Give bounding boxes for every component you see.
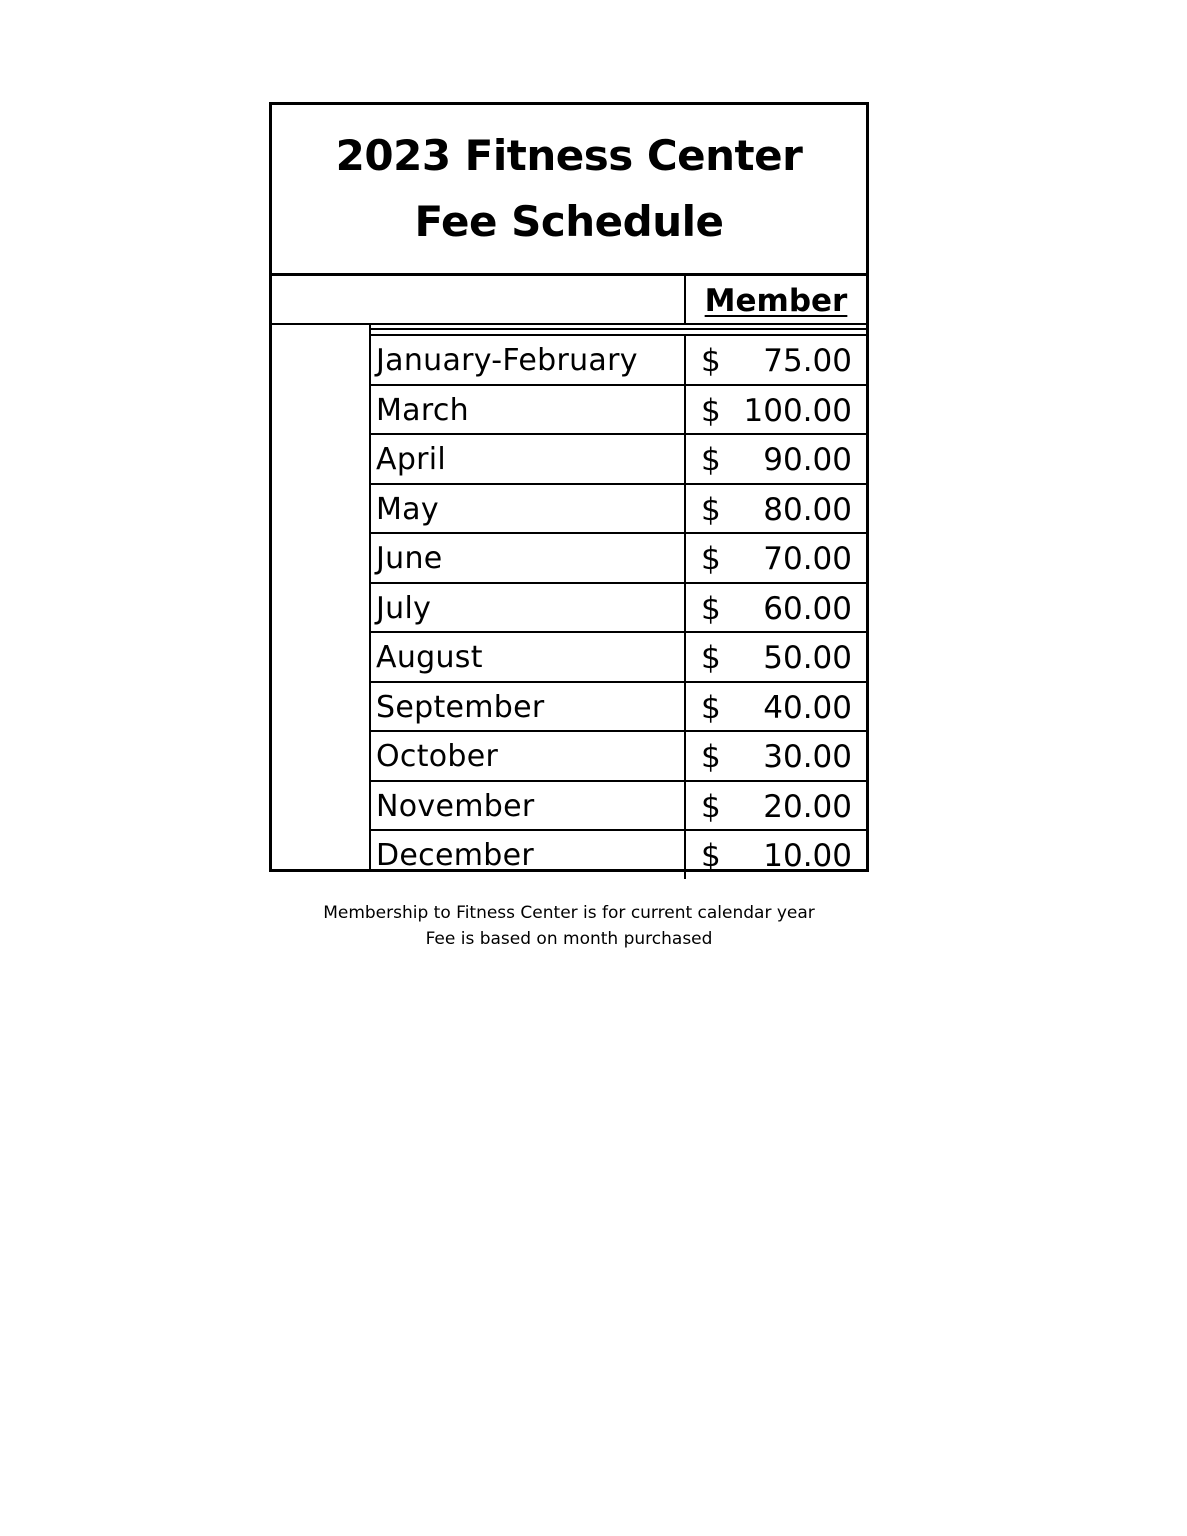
currency-symbol: $	[701, 640, 721, 676]
table-row	[371, 534, 866, 584]
table-row	[371, 782, 866, 832]
table-row	[371, 683, 866, 733]
month-cell: July	[376, 590, 432, 626]
column-divider	[684, 485, 686, 533]
member-column-header: Member	[704, 283, 848, 319]
month-cell: August	[376, 640, 483, 675]
month-cell: December	[376, 838, 534, 873]
month-cell: November	[376, 788, 535, 824]
month-cell: October	[376, 739, 499, 774]
table-row	[371, 633, 866, 683]
column-divider	[684, 584, 686, 632]
table-row	[371, 435, 866, 485]
column-divider	[684, 683, 686, 731]
month-cell: March	[376, 392, 469, 428]
fee-amount: 20.00	[763, 788, 852, 825]
currency-symbol: $	[701, 590, 721, 627]
currency-symbol: $	[701, 788, 721, 825]
column-divider	[684, 386, 686, 434]
fee-amount: 40.00	[763, 689, 852, 726]
currency-symbol: $	[701, 343, 721, 379]
fee-rows	[371, 336, 866, 879]
fee-amount: 75.00	[763, 343, 852, 379]
column-divider	[684, 782, 686, 830]
footnote-fee-basis: Fee is based on month purchased	[425, 929, 713, 949]
table-row	[371, 485, 866, 535]
month-cell: April	[376, 442, 447, 477]
table-row	[371, 732, 866, 782]
fee-amount: 50.00	[763, 640, 852, 676]
month-cell: September	[376, 689, 545, 725]
fee-amount: 90.00	[763, 442, 852, 478]
table-row	[371, 584, 866, 634]
month-cell: May	[376, 491, 439, 527]
currency-symbol: $	[701, 838, 721, 874]
currency-symbol: $	[701, 689, 721, 726]
currency-symbol: $	[701, 541, 721, 577]
fee-schedule-table	[269, 102, 869, 872]
table-row	[371, 386, 866, 436]
currency-symbol: $	[701, 739, 721, 775]
column-divider	[684, 633, 686, 681]
column-divider	[684, 336, 686, 384]
footnotes	[269, 900, 869, 952]
currency-symbol: $	[701, 442, 721, 478]
column-divider	[684, 831, 686, 879]
fee-amount: 80.00	[763, 491, 852, 528]
column-divider	[684, 732, 686, 780]
fee-amount: 70.00	[763, 541, 852, 577]
month-cell: January-February	[376, 343, 638, 378]
table-row	[371, 336, 866, 386]
month-cell: June	[376, 541, 443, 576]
fee-amount: 10.00	[763, 838, 852, 874]
column-divider	[684, 435, 686, 483]
table-header-row	[272, 276, 866, 325]
title-line-1: 2023 Fitness Center	[335, 131, 803, 180]
fee-amount: 30.00	[763, 739, 852, 775]
header-double-rule	[370, 328, 866, 336]
column-divider	[684, 534, 686, 582]
table-row	[371, 831, 866, 879]
currency-symbol: $	[701, 491, 721, 528]
fee-amount: 100.00	[743, 392, 852, 429]
table-title	[272, 105, 866, 276]
title-line-2: Fee Schedule	[414, 197, 724, 246]
fee-amount: 60.00	[763, 590, 852, 627]
footnote-membership: Membership to Fitness Center is for current calendar year	[323, 903, 815, 923]
currency-symbol: $	[701, 392, 721, 429]
